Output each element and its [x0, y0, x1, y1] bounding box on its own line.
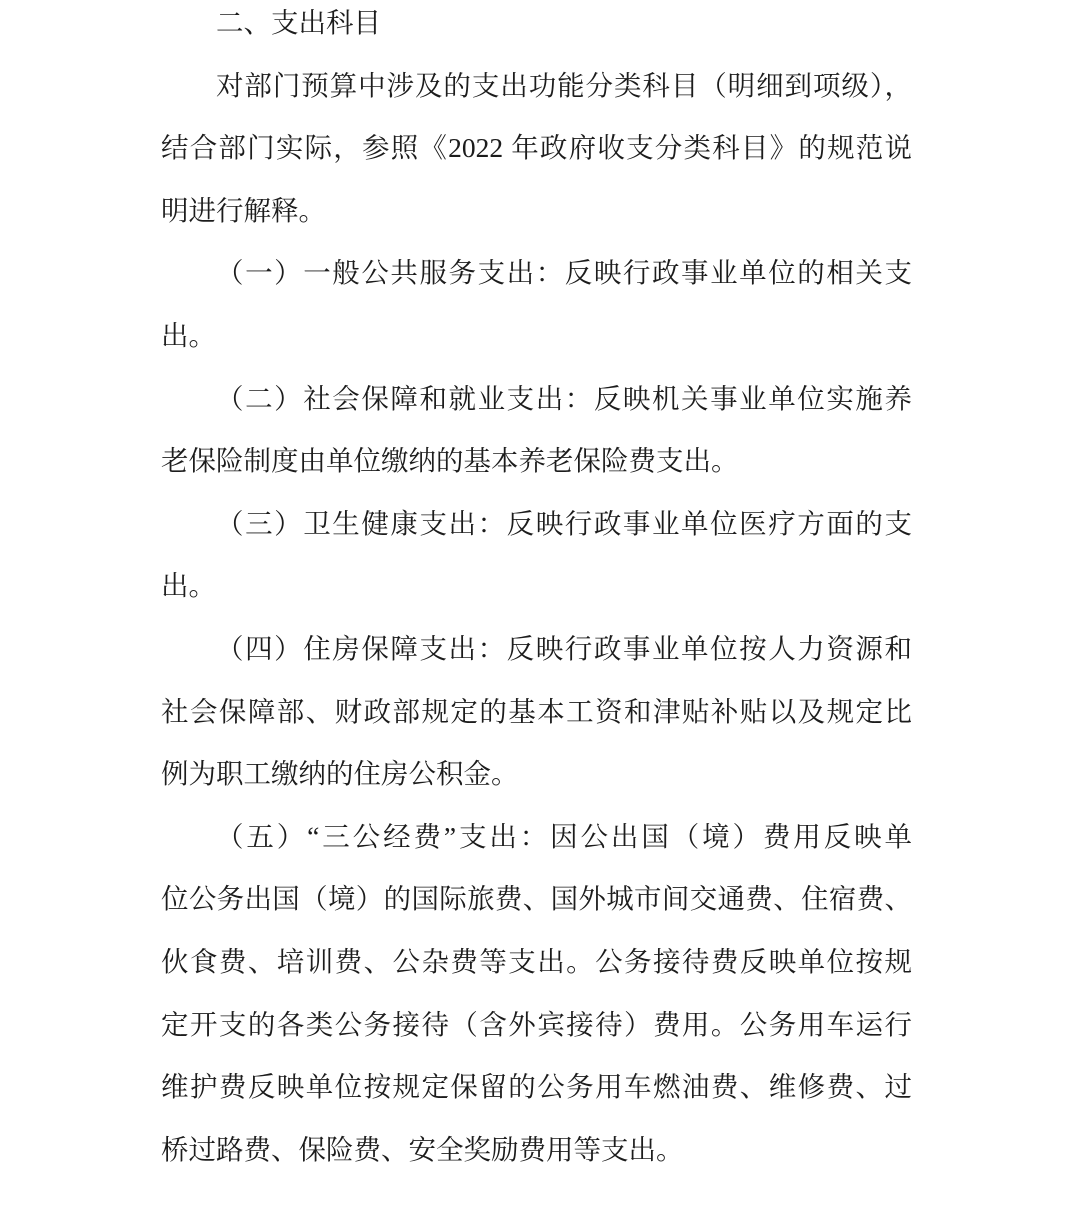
text-line: 位公务出国（境）的国际旅费、国外城市间交通费、住宿费、 — [161, 883, 912, 915]
text-line: （四）住房保障支出：反映行政事业单位按人力资源和 — [216, 632, 912, 664]
text-line: 明进行解释。 — [161, 194, 326, 226]
text-line: 维护费反映单位按规定保留的公务用车燃油费、维修费、过 — [161, 1071, 912, 1103]
text-line: 结合部门实际，参照《2022 年政府收支分类科目》的规范说 — [161, 132, 912, 164]
text-line: （一）一般公共服务支出：反映行政事业单位的相关支 — [216, 257, 912, 289]
text-line: （三）卫生健康支出：反映行政事业单位医疗方面的支 — [216, 507, 912, 539]
text-line: 伙食费、培训费、公杂费等支出。公务接待费反映单位按规 — [161, 945, 912, 977]
text-line: 定开支的各类公务接待（含外宾接待）费用。公务用车运行 — [161, 1008, 912, 1040]
text-line: 老保险制度由单位缴纳的基本养老保险费支出。 — [161, 445, 739, 477]
text-line: 对部门预算中涉及的支出功能分类科目（明细到项级）， — [216, 69, 912, 101]
text-line: 出。 — [161, 570, 216, 602]
text-line: （五）“三公经费”支出：因公出国（境）费用反映单 — [216, 820, 912, 852]
text-line: （二）社会保障和就业支出：反映机关事业单位实施养 — [216, 382, 912, 414]
text-line: 出。 — [161, 319, 216, 351]
document-text-block — [161, 0, 912, 1181]
text-line: 例为职工缴纳的住房公积金。 — [161, 758, 519, 790]
section-heading: 二、支出科目 — [216, 7, 381, 38]
text-line: 桥过路费、保险费、安全奖励费用等支出。 — [161, 1133, 684, 1165]
text-line: 社会保障部、财政部规定的基本工资和津贴补贴以及规定比 — [161, 695, 912, 727]
